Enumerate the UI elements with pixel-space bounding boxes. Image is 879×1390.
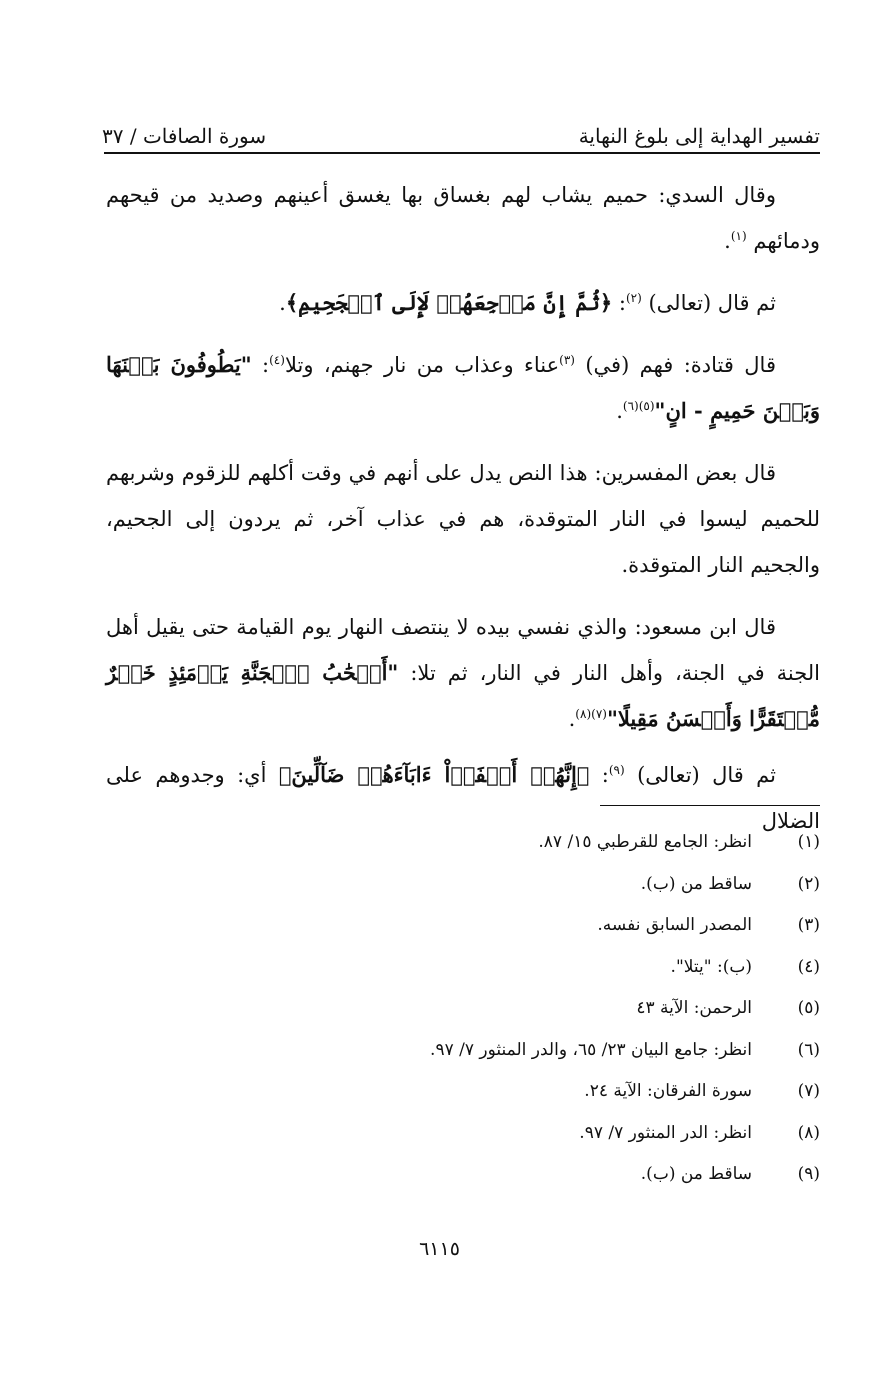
paragraph-text: : [612,291,626,315]
quran-verse: ﴿إِنَّهُمۡ أَلۡفَوۡاْ ءَابَآءَهُمۡ ضَآلِّينَ﴾ [278,762,590,787]
footnote-8 [106,1113,820,1155]
quran-verse: ﴿ثُمَّ إِنَّ مَرۡجِعَهُمۡ لَإِلَى ٱلۡجَحِيمِ﴾ [285,290,613,315]
paragraph-text: : [251,353,270,377]
paragraph-text: . [724,229,731,253]
paragraph-text: وقال السدي: حميم يشاب لهم بغساق بها يغسق أعينهم وصديد من قيحهم ودمائهم [106,183,820,253]
footnote-1 [106,822,820,864]
quran-verse: "يَطُوفُونَ بَيۡنَهَا وَبَيۡنَ حَمِيمٍ - انٍ" [106,352,820,423]
footnote-text: انظر: جامع البيان ٢٣/ ٦٥، والدر المنثور ٧/ ٩٧. [430,1039,752,1060]
footnote-2 [106,864,820,906]
footnote-text: ساقط من (ب). [640,873,752,894]
footnote-ref: (٢) [625,291,642,305]
footnote-number: (١) [797,832,820,852]
book-title: تفسير الهداية إلى بلوغ النهاية [578,124,820,148]
page-number: ٦١١٥ [419,1238,460,1260]
main-text [106,172,820,860]
footnote-text: (ب): "يتلا". [670,956,752,977]
footnote-6 [106,1030,820,1072]
footnote-7 [106,1071,820,1113]
paragraph-text: : [589,763,609,787]
footnote-ref: (٤) [269,353,285,367]
running-header [102,112,820,148]
footnote-number: (٤) [797,956,820,977]
paragraph-text: . [616,399,623,423]
paragraph-suddi [106,172,820,264]
footnote-number: (٨) [797,1122,820,1143]
footnote-ref: (٥)(٦) [622,399,655,413]
footnote-4 [106,947,820,989]
surah-label: سورة الصافات / ٣٧ [102,124,267,148]
footnote-number: (٩) [797,1164,820,1184]
paragraph-text: عناء وعذاب من نار جهنم، وتلا [284,353,560,377]
footnote-number: (٣) [797,915,820,935]
paragraph-text: . [279,291,286,315]
paragraph-text: ثم قال (تعالى) [624,763,776,787]
footnote-ref: (٩) [608,763,625,777]
footnote-text: المصدر السابق نفسه. [597,915,752,935]
header-divider [104,152,820,154]
footnote-number: (٦) [797,1039,820,1060]
footnote-number: (٢) [797,873,820,894]
footnote-ref: (٧)(٨) [575,707,607,721]
footnote-text: الرحمن: الآية ٤٣ [636,998,752,1018]
paragraph-text: أي: وجدوهم على الضلال [106,763,820,833]
footnotes [106,822,820,1196]
footnote-number: (٥) [797,998,820,1018]
footnote-5 [106,988,820,1030]
quran-verse: "أَصۡحَٰبُ ٱلۡجَنَّةِ يَوۡمَئِذٍ خَيۡرٌ مُّسۡتَقَرًّا وَأَحۡسَنُ مَقِيلًا" [106,660,820,731]
footnote-divider [600,805,820,806]
footnote-9 [106,1154,820,1196]
footnote-3 [106,905,820,947]
paragraph-text: ثم قال (تعالى) [641,291,776,315]
paragraph-ibn-masud [106,604,820,742]
footnote-text: انظر: الدر المنثور ٧/ ٩٧. [579,1122,752,1143]
footnote-text: ساقط من (ب). [640,1164,752,1184]
paragraph-text: قال ابن مسعود: والذي نفسي بيده لا ينتصف النهار يوم القيامة حتى يقيل أهل الجنة في الجنة، وأهل النار في النار، ثم تلا: [106,615,820,685]
footnote-number: (٧) [797,1081,820,1101]
paragraph-mufassirin: قال بعض المفسرين: هذا النص يدل على أنهم في وقت أكلهم للزقوم وشربهم للحميم ليسوا في النار المتوقدة، هم في عذاب آخر، ثم يردون إلى الجحيم، والجحيم النار المتوقدة. [106,461,820,577]
paragraph-text: . [568,707,576,731]
paragraph-text: قال قتادة: فهم (في) [574,353,776,377]
footnote-text: سورة الفرقان: الآية ٢٤. [584,1081,752,1101]
footnote-text: انظر: الجامع للقرطبي ١٥/ ٨٧. [538,832,752,852]
footnote-ref: (٣) [559,353,575,367]
paragraph-qatada [106,342,820,434]
paragraph-verse-1 [106,280,820,326]
footnote-ref: (١) [730,229,747,243]
